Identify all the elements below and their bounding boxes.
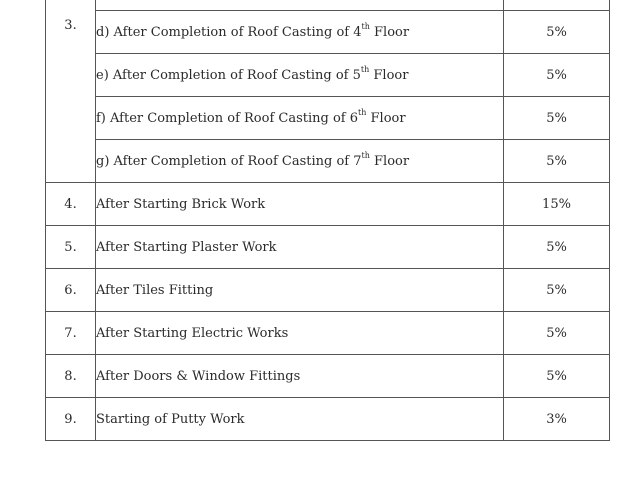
percentage-cell: 5%: [504, 312, 610, 355]
description-cell: After Starting Brick Work: [96, 183, 504, 226]
serial-number-cell: 4.: [46, 183, 96, 226]
payment-schedule-table: [45, 0, 610, 441]
table-row: [46, 0, 610, 11]
serial-number-cell: 8.: [46, 355, 96, 398]
table-row: [46, 312, 610, 355]
percentage-cell: 5%: [504, 54, 610, 97]
description-cell: [96, 140, 504, 183]
description-cell: After Starting Electric Works: [96, 312, 504, 355]
percentage-cell: 5%: [504, 97, 610, 140]
description-cell: [96, 11, 504, 54]
description-cell: Starting of Putty Work: [96, 398, 504, 441]
description-tail: Floor: [369, 153, 410, 169]
table-row: [46, 226, 610, 269]
ordinal-suffix: th: [361, 151, 370, 161]
description-cell: [96, 54, 504, 97]
description-cell: [96, 0, 504, 11]
percentage-cell: 3%: [504, 398, 610, 441]
table-row: [46, 97, 610, 140]
description-cell: After Tiles Fitting: [96, 269, 504, 312]
ordinal-suffix: th: [360, 65, 370, 75]
description-tail: Floor: [366, 110, 406, 126]
description-tail: Floor: [369, 24, 410, 40]
ordinal-suffix: th: [361, 22, 370, 32]
serial-number-cell: 5.: [46, 226, 96, 269]
table-row: [46, 11, 610, 54]
percentage-cell: 5%: [504, 355, 610, 398]
description-cell: After Doors & Window Fittings: [96, 355, 504, 398]
table-row: [46, 398, 610, 441]
description-cell: [96, 97, 504, 140]
percentage-cell: 5%: [504, 11, 610, 54]
description-text: d) After Completion of Roof Casting of 4: [96, 24, 362, 40]
table-row: [46, 54, 610, 97]
serial-number-cell: 3.: [46, 0, 96, 183]
description-text: f) After Completion of Roof Casting of 6: [96, 110, 359, 126]
description-tail: Floor: [369, 67, 409, 83]
serial-number-cell: 9.: [46, 398, 96, 441]
ordinal-suffix: th: [358, 108, 367, 118]
table-row: [46, 355, 610, 398]
percentage-cell: 5%: [504, 269, 610, 312]
table-row: [46, 140, 610, 183]
description-text: e) After Completion of Roof Casting of 5: [96, 67, 361, 83]
percentage-cell: 5%: [504, 140, 610, 183]
description-text: g) After Completion of Roof Casting of 7: [96, 153, 362, 169]
description-cell: After Starting Plaster Work: [96, 226, 504, 269]
percentage-cell: 15%: [504, 183, 610, 226]
serial-number-cell: 7.: [46, 312, 96, 355]
percentage-cell: [504, 0, 610, 11]
serial-number-cell: 6.: [46, 269, 96, 312]
table-row: [46, 269, 610, 312]
table-row: [46, 183, 610, 226]
percentage-cell: 5%: [504, 226, 610, 269]
